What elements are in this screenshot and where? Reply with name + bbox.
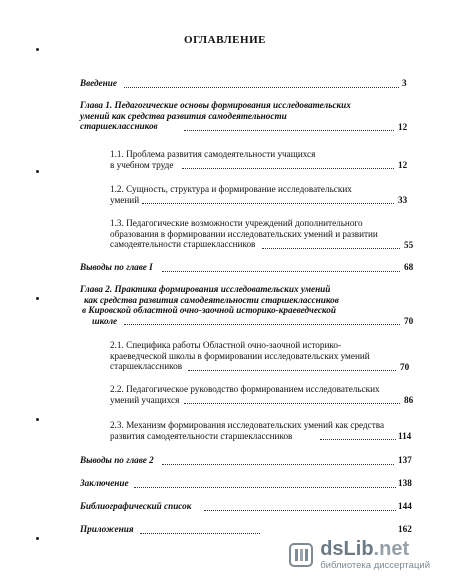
watermark-tld: .net [373,538,410,561]
toc-page-number: 144 [398,501,412,511]
watermark [282,534,436,576]
toc-page-number: 55 [404,240,414,250]
toc-leader [182,168,394,169]
toc-leader [124,87,399,88]
watermark-subtitle: библиотека диссертаций [320,560,430,572]
toc-entry-section-1-3[interactable]: 1.3. Педагогические возможности учреждений дополнительного образования в формировании исследовательских умений и развитии самодеятельности старшеклассников [110,218,378,249]
toc-entry-section-1-1[interactable]: 1.1. Проблема развития самодеятельности учащихся в учебном труде [110,149,316,170]
toc-leader [320,439,396,440]
toc-page-number: 138 [398,478,412,488]
toc-leader [188,370,396,371]
toc-entry-chapter-2[interactable]: Глава 2. Практика формирования исследовательских умений как средства развития самодеятельности старшеклассников в Кировской областной очно-заочной историко-краеведческой школе [80,284,339,326]
margin-mark [36,48,39,51]
toc-page-number: 12 [398,122,408,132]
page-title: ОГЛАВЛЕНИЕ [184,34,266,46]
library-logo-icon [288,542,314,568]
toc-page-number: 33 [398,195,408,205]
toc-entry-conclusion[interactable]: Заключение [80,478,129,488]
toc-entry-section-2-3[interactable]: 2.3. Механизм формирования исследовательских умений как средства развития самодеятельности старшеклассников [110,420,385,441]
toc-leader [204,510,396,511]
toc-page-number: 70 [400,362,410,372]
toc-entry-intro[interactable]: Введение [80,78,117,88]
toc-entry-section-2-2[interactable]: 2.2. Педагогическое руководство формированием исследовательских умений учащихся [110,384,380,405]
toc-entry-bibliography[interactable]: Библиографический список [80,501,192,511]
margin-mark [36,418,39,421]
toc-page-number: 162 [398,524,412,534]
toc-leader [262,248,400,249]
toc-leader [162,464,394,465]
toc-entry-section-2-1[interactable]: 2.1. Специфика работы Областной очно-заочной историко- краеведческой школы в формировании исследовательских умений старшеклассников [110,340,370,371]
toc-page-number: 12 [398,160,408,170]
toc-entry-conclusions-2[interactable]: Выводы по главе 2 [80,455,154,465]
margin-mark [36,297,39,300]
toc-page-number: 3 [402,78,407,88]
toc-leader [184,130,394,131]
margin-mark [36,537,39,540]
margin-mark [36,170,39,173]
toc-page-number: 86 [404,395,414,405]
toc-page-number: 70 [404,316,414,326]
toc-leader [184,403,400,404]
toc-page-number: 114 [398,431,412,441]
toc-leader [162,271,400,272]
toc-entry-appendices[interactable]: Приложения [80,524,134,534]
toc-entry-conclusions-1[interactable]: Выводы по главе I [80,262,153,272]
toc-leader [142,203,394,204]
toc-leader [124,324,400,325]
toc-entry-chapter-1[interactable]: Глава 1. Педагогические основы формирования исследовательских умений как средства развития самодеятельности старшеклассников [80,100,351,131]
toc-page-number: 68 [404,262,414,272]
toc-entry-section-1-2[interactable]: 1.2. Сущность, структура и формирование исследовательских умений [110,184,352,205]
toc-leader [140,533,260,534]
toc-leader [134,487,396,488]
toc-page-number: 137 [398,455,412,465]
watermark-brand: dsLib [320,538,374,561]
